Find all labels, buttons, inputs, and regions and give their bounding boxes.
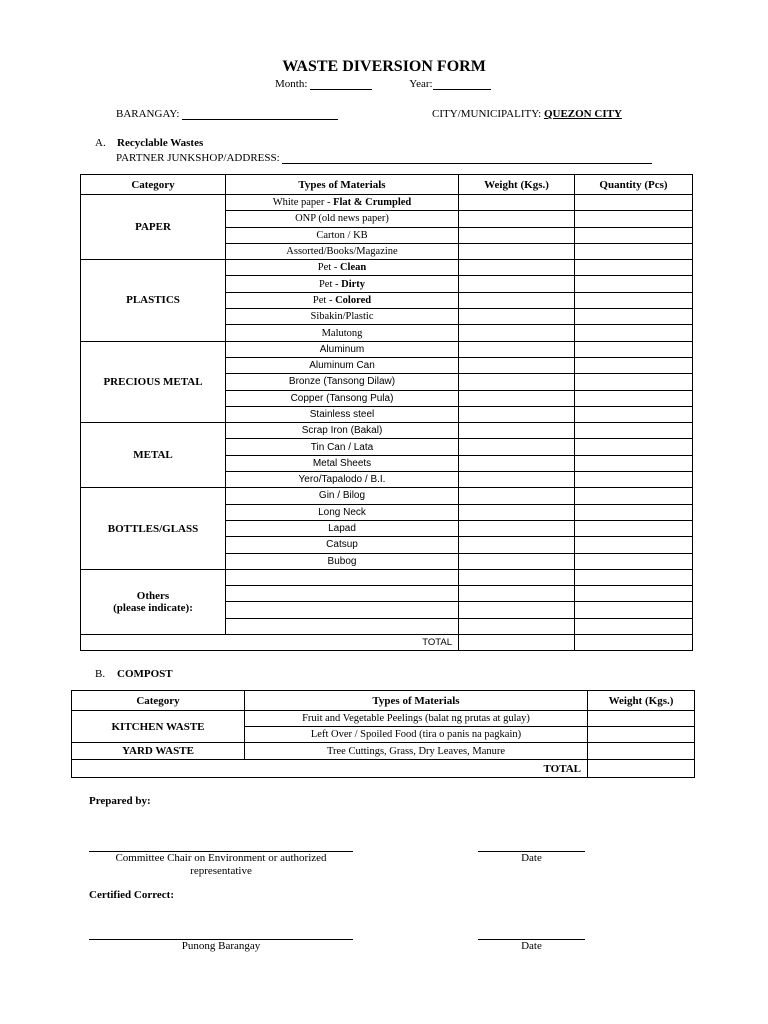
compost-col-category: Category bbox=[72, 691, 245, 711]
committee-caption bbox=[89, 852, 353, 878]
quantity-cell[interactable] bbox=[575, 292, 693, 308]
material-label: Assorted/Books/Magazine bbox=[286, 246, 398, 258]
material-label: Aluminum bbox=[319, 343, 365, 355]
yard-waste-cell: YARD WASTE bbox=[72, 743, 245, 760]
category-cell: BOTTLES/GLASS bbox=[81, 488, 226, 569]
quantity-cell[interactable] bbox=[575, 406, 693, 422]
material-label: Scrap Iron (Bakal) bbox=[301, 425, 383, 437]
city-label: CITY/MUNICIPALITY: bbox=[432, 108, 542, 120]
month-field[interactable] bbox=[310, 89, 372, 90]
material-cell bbox=[226, 227, 459, 243]
material-cell bbox=[226, 292, 459, 308]
quantity-cell[interactable] bbox=[575, 276, 693, 292]
compost-weight-cell[interactable] bbox=[588, 711, 695, 727]
material-label: ONP (old news paper) bbox=[295, 213, 389, 225]
material-label: White paper - bbox=[272, 197, 334, 209]
material-label: Catsup bbox=[326, 539, 358, 551]
material-cell bbox=[226, 357, 459, 373]
category-cell: PRECIOUS METAL bbox=[81, 341, 226, 422]
weight-cell[interactable] bbox=[459, 504, 575, 520]
weight-cell[interactable] bbox=[459, 325, 575, 341]
year-label: Year: bbox=[409, 78, 433, 90]
committee-label: Committee Chair on Environment or authorized bbox=[115, 852, 327, 864]
certified-date-label: Date bbox=[521, 940, 542, 952]
form-title: WASTE DIVERSION FORM bbox=[282, 58, 486, 75]
material-label: Carton / KB bbox=[316, 229, 368, 241]
partner-label: PARTNER JUNKSHOP/ADDRESS: bbox=[116, 152, 280, 164]
material-cell bbox=[226, 260, 459, 276]
compost-col-types: Types of Materials bbox=[245, 691, 588, 711]
col-category: Category bbox=[81, 175, 226, 195]
recyclable-total-row bbox=[81, 635, 693, 651]
quantity-cell[interactable] bbox=[575, 537, 693, 553]
partner-field[interactable] bbox=[282, 163, 652, 164]
quantity-cell[interactable] bbox=[575, 553, 693, 569]
material-label: Malutong bbox=[321, 327, 363, 339]
recyclable-table bbox=[80, 174, 693, 651]
quantity-cell[interactable] bbox=[575, 195, 693, 211]
material-cell bbox=[226, 325, 459, 341]
punong-barangay-label: Punong Barangay bbox=[181, 940, 261, 952]
material-cell bbox=[226, 195, 459, 211]
material-cell bbox=[226, 374, 459, 390]
category-cell: PAPER bbox=[81, 195, 226, 260]
material-label: Metal Sheets bbox=[312, 457, 372, 469]
material-label: Copper (Tansong Pula) bbox=[290, 392, 394, 404]
weight-cell[interactable] bbox=[459, 357, 575, 373]
material-label: Tin Can / Lata bbox=[310, 441, 374, 453]
col-types: Types of Materials bbox=[226, 175, 459, 195]
material-label: Lapad bbox=[328, 523, 356, 535]
certified-correct-label: Certified Correct: bbox=[89, 889, 174, 901]
weight-cell[interactable] bbox=[459, 586, 575, 602]
material-cell bbox=[226, 276, 459, 292]
month-label: Month: bbox=[275, 78, 308, 90]
barangay-line bbox=[116, 108, 338, 120]
material-label-emphasis: Clean bbox=[339, 262, 367, 274]
material-cell bbox=[226, 423, 459, 439]
quantity-cell[interactable] bbox=[575, 488, 693, 504]
weight-cell[interactable] bbox=[459, 276, 575, 292]
material-label: Yero/Tapalodo / B.I. bbox=[298, 474, 386, 486]
year-field[interactable] bbox=[433, 89, 491, 90]
material-row bbox=[81, 260, 693, 276]
quantity-cell[interactable] bbox=[575, 569, 693, 585]
material-cell bbox=[226, 553, 459, 569]
quantity-cell[interactable] bbox=[575, 586, 693, 602]
quantity-cell[interactable] bbox=[575, 341, 693, 357]
compost-total-value[interactable] bbox=[588, 760, 695, 778]
recyclable-header-row bbox=[81, 175, 693, 195]
weight-cell[interactable] bbox=[459, 211, 575, 227]
weight-cell[interactable] bbox=[459, 292, 575, 308]
material-cell bbox=[226, 390, 459, 406]
recyclable-total-label: TOTAL bbox=[81, 635, 459, 651]
material-label: Aluminum Can bbox=[309, 360, 375, 372]
weight-cell[interactable] bbox=[459, 472, 575, 488]
weight-cell[interactable] bbox=[459, 406, 575, 422]
weight-cell[interactable] bbox=[459, 341, 575, 357]
city-line bbox=[432, 108, 622, 120]
barangay-label: BARANGAY: bbox=[116, 108, 180, 120]
material-cell bbox=[226, 602, 459, 618]
material-label: Long Neck bbox=[318, 506, 366, 518]
weight-cell[interactable] bbox=[459, 260, 575, 276]
compost-total-label: TOTAL bbox=[72, 760, 588, 778]
quantity-cell[interactable] bbox=[575, 211, 693, 227]
category-cell: Others (please indicate): bbox=[81, 569, 226, 634]
compost-col-weight: Weight (Kgs.) bbox=[588, 691, 695, 711]
material-cell bbox=[226, 504, 459, 520]
weight-cell[interactable] bbox=[459, 553, 575, 569]
quantity-cell[interactable] bbox=[575, 618, 693, 634]
weight-cell[interactable] bbox=[459, 618, 575, 634]
prepared-date-label: Date bbox=[521, 852, 542, 864]
section-b-title: COMPOST bbox=[117, 668, 173, 680]
weight-cell[interactable] bbox=[459, 455, 575, 471]
compost-type-cell: Tree Cuttings, Grass, Dry Leaves, Manure bbox=[245, 743, 588, 760]
weight-cell[interactable] bbox=[459, 309, 575, 325]
material-label: Stainless steel bbox=[309, 409, 375, 420]
material-cell bbox=[226, 309, 459, 325]
prepared-by-label: Prepared by: bbox=[89, 795, 151, 807]
section-b-letter: B. bbox=[95, 668, 106, 680]
material-label: Pet - bbox=[317, 262, 340, 274]
material-cell bbox=[226, 455, 459, 471]
material-label: Bronze (Tansong Dilaw) bbox=[288, 376, 396, 388]
material-row bbox=[81, 488, 693, 504]
quantity-cell[interactable] bbox=[575, 472, 693, 488]
weight-cell[interactable] bbox=[459, 537, 575, 553]
compost-type-cell: Fruit and Vegetable Peelings (balat ng prutas at gulay) bbox=[245, 711, 588, 727]
quantity-cell[interactable] bbox=[575, 309, 693, 325]
material-cell bbox=[226, 488, 459, 504]
quantity-cell[interactable] bbox=[575, 504, 693, 520]
weight-cell[interactable] bbox=[459, 520, 575, 536]
month-year-line bbox=[275, 78, 491, 90]
quantity-cell[interactable] bbox=[575, 357, 693, 373]
material-label: Bubog bbox=[327, 555, 357, 567]
material-row bbox=[81, 569, 693, 585]
material-label: Pet - bbox=[312, 294, 336, 306]
col-quantity: Quantity (Pcs) bbox=[575, 175, 693, 195]
quantity-cell[interactable] bbox=[575, 520, 693, 536]
category-cell: METAL bbox=[81, 423, 226, 488]
material-cell bbox=[226, 406, 459, 422]
material-label: Sibakin/Plastic bbox=[310, 311, 374, 323]
compost-table bbox=[71, 690, 695, 778]
city-value: QUEZON CITY bbox=[543, 108, 622, 120]
quantity-cell[interactable] bbox=[575, 602, 693, 618]
quantity-cell[interactable] bbox=[575, 423, 693, 439]
material-cell bbox=[226, 569, 459, 585]
quantity-cell[interactable] bbox=[575, 227, 693, 243]
weight-cell[interactable] bbox=[459, 439, 575, 455]
total-weight-cell[interactable] bbox=[459, 635, 575, 651]
compost-row bbox=[72, 743, 695, 760]
weight-cell[interactable] bbox=[459, 602, 575, 618]
quantity-cell[interactable] bbox=[575, 260, 693, 276]
compost-type-cell: Left Over / Spoiled Food (tira o panis na pagkain) bbox=[245, 727, 588, 743]
material-cell bbox=[226, 439, 459, 455]
col-weight: Weight (Kgs.) bbox=[459, 175, 575, 195]
section-a-title: Recyclable Wastes bbox=[117, 137, 204, 149]
material-cell bbox=[226, 520, 459, 536]
weight-cell[interactable] bbox=[459, 390, 575, 406]
material-label: Gin / Bilog bbox=[318, 490, 366, 502]
compost-weight-cell[interactable] bbox=[588, 743, 695, 760]
material-label: Pet - bbox=[318, 278, 342, 290]
compost-total-row bbox=[72, 760, 695, 778]
material-cell bbox=[226, 618, 459, 634]
weight-cell[interactable] bbox=[459, 569, 575, 585]
weight-cell[interactable] bbox=[459, 374, 575, 390]
committee-label-2: representative bbox=[190, 865, 252, 877]
quantity-cell[interactable] bbox=[575, 390, 693, 406]
material-row bbox=[81, 341, 693, 357]
quantity-cell[interactable] bbox=[575, 455, 693, 471]
material-row bbox=[81, 195, 693, 211]
material-cell bbox=[226, 341, 459, 357]
material-label-emphasis: Dirty bbox=[341, 278, 366, 290]
weight-cell[interactable] bbox=[459, 195, 575, 211]
quantity-cell[interactable] bbox=[575, 374, 693, 390]
compost-row bbox=[72, 711, 695, 727]
material-cell bbox=[226, 211, 459, 227]
total-quantity-cell[interactable] bbox=[575, 635, 693, 651]
material-cell bbox=[226, 472, 459, 488]
weight-cell[interactable] bbox=[459, 243, 575, 259]
material-cell bbox=[226, 537, 459, 553]
category-cell: PLASTICS bbox=[81, 260, 226, 341]
quantity-cell[interactable] bbox=[575, 243, 693, 259]
kitchen-waste-cell: KITCHEN WASTE bbox=[72, 711, 245, 743]
weight-cell[interactable] bbox=[459, 227, 575, 243]
section-a-letter: A. bbox=[95, 137, 106, 149]
material-label-emphasis: Flat & Crumpled bbox=[333, 197, 412, 209]
material-cell bbox=[226, 243, 459, 259]
compost-header-row bbox=[72, 691, 695, 711]
partner-line bbox=[116, 152, 652, 164]
material-row bbox=[81, 423, 693, 439]
compost-weight-cell[interactable] bbox=[588, 727, 695, 743]
weight-cell[interactable] bbox=[459, 488, 575, 504]
quantity-cell[interactable] bbox=[575, 325, 693, 341]
weight-cell[interactable] bbox=[459, 423, 575, 439]
material-label-emphasis: Colored bbox=[335, 294, 372, 306]
barangay-field[interactable] bbox=[182, 119, 338, 120]
material-cell bbox=[226, 586, 459, 602]
quantity-cell[interactable] bbox=[575, 439, 693, 455]
